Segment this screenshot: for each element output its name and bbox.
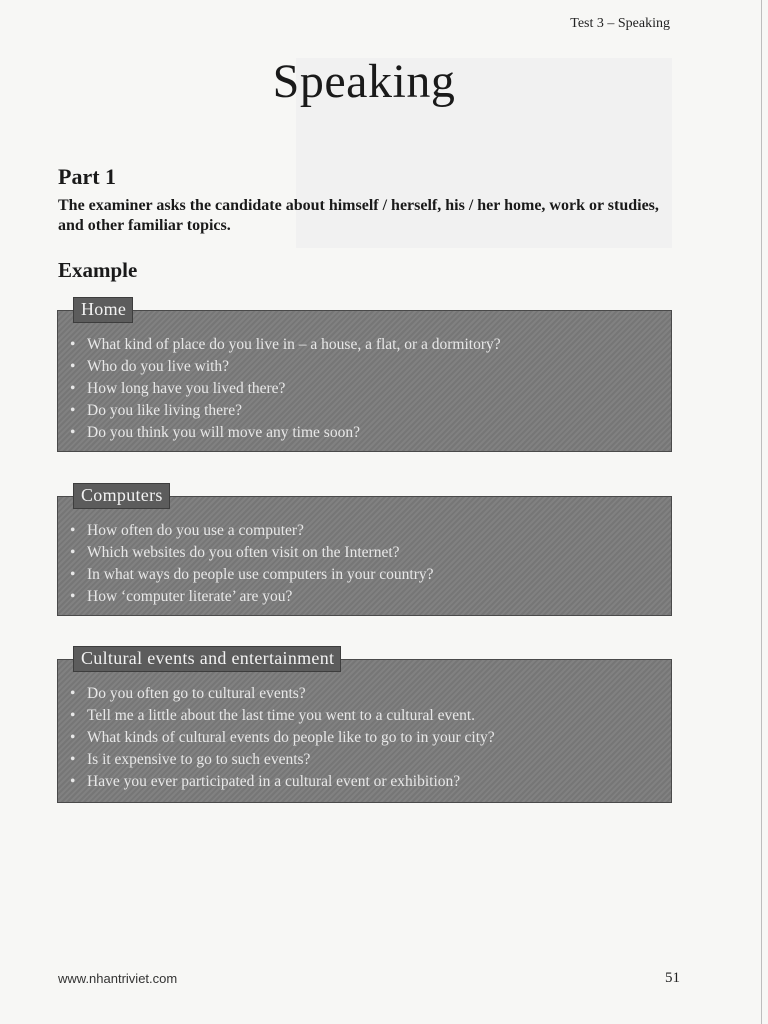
topic-heading: Home [73, 297, 133, 323]
bullet-icon: • [70, 380, 76, 397]
bullet-icon: • [70, 336, 76, 353]
question-item: • Is it expensive to go to such events? [70, 749, 495, 771]
question-item: • In what ways do people use computers in your country? [70, 564, 434, 586]
running-head: Test 3 – Speaking [570, 16, 670, 31]
example-heading: Example [58, 258, 138, 282]
question-item: • Have you ever participated in a cultural event or exhibition? [70, 771, 495, 793]
bullet-icon: • [70, 358, 76, 375]
bullet-icon: • [70, 424, 76, 441]
question-item: • How often do you use a computer? [70, 520, 434, 542]
bullet-icon: • [70, 773, 76, 790]
question-list [70, 683, 495, 793]
page-title: Speaking [272, 55, 456, 108]
question-item: • Do you like living there? [70, 400, 501, 422]
question-item: • Who do you live with? [70, 356, 501, 378]
bullet-icon: • [70, 402, 76, 419]
intro-text: The examiner asks the candidate about himself / herself, his / her home, work or studies, and other familiar topics. [58, 197, 659, 234]
question-item: • How ‘computer literate’ are you? [70, 586, 434, 608]
scan-edge [761, 0, 762, 1024]
question-item: • Tell me a little about the last time you went to a cultural event. [70, 705, 495, 727]
bullet-icon: • [70, 544, 76, 561]
page-number: 51 [665, 970, 680, 986]
question-list [70, 520, 434, 608]
bullet-icon: • [70, 522, 76, 539]
question-item: • What kinds of cultural events do people like to go to in your city? [70, 727, 495, 749]
topic-box-cultural-events [57, 648, 672, 803]
question-item: • What kind of place do you live in – a house, a flat, or a dormitory? [70, 334, 501, 356]
topic-box-home [57, 299, 672, 452]
bullet-icon: • [70, 588, 76, 605]
bullet-icon: • [70, 707, 76, 724]
question-item: • Which websites do you often visit on the Internet? [70, 542, 434, 564]
footer-url: www.nhantriviet.com [58, 971, 178, 986]
bullet-icon: • [70, 751, 76, 768]
topic-heading: Cultural events and entertainment [73, 646, 341, 672]
bullet-icon: • [70, 566, 76, 583]
question-list [70, 334, 501, 444]
question-item: • Do you think you will move any time soon? [70, 422, 501, 444]
question-item: • How long have you lived there? [70, 378, 501, 400]
part-heading: Part 1 [58, 164, 117, 189]
bullet-icon: • [70, 729, 76, 746]
topic-heading: Computers [73, 483, 170, 509]
bullet-icon: • [70, 685, 76, 702]
question-item: • Do you often go to cultural events? [70, 683, 495, 705]
topic-box-computers [57, 485, 672, 616]
